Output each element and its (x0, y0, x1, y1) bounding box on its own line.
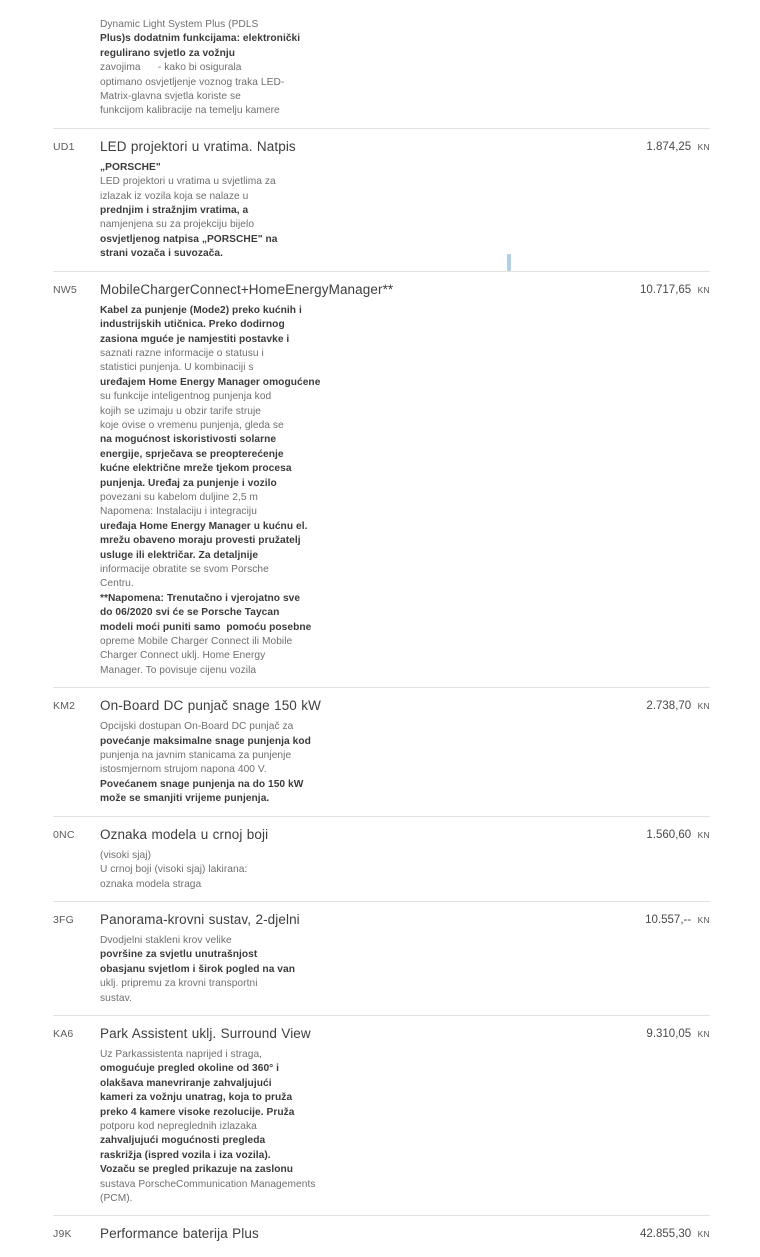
option-body-line: regulirano svjetlo za vožnju (100, 47, 235, 59)
row-grid (53, 281, 710, 679)
table-row (53, 816, 710, 901)
option-body-line: LED projektori u vratima u svjetlima za (100, 176, 276, 188)
option-body-line: izlazak iz vozila koja se nalaze u (100, 190, 249, 202)
option-body-line: istosmjernom strujom napona 400 V. (100, 764, 267, 776)
option-description-cell (100, 281, 532, 679)
price-amount: 1.560,60 (646, 828, 692, 841)
option-body-line: Dvodjelni stakleni krov velike (100, 934, 232, 946)
option-body-line: zasiona mguće je namjestiti postavke i (100, 333, 290, 345)
option-title: LED projektori u vratima. Natpis (100, 138, 296, 154)
option-price (532, 18, 710, 19)
option-body-line: osvjetljenog natpisa „PORSCHE" na (100, 233, 278, 245)
option-title: MobileChargerConnect+HomeEnergyManager** (100, 281, 394, 297)
option-code: KM2 (53, 700, 76, 713)
option-description-cell (100, 18, 532, 119)
option-body-line: informacije obratite se svom Porsche (100, 564, 269, 575)
option-body-line: saznati razne informacije o statusu i (100, 347, 264, 359)
price-currency: KN (697, 1229, 710, 1240)
option-body-line: raskrižja (ispred vozila i iza vozila). (100, 1149, 271, 1161)
option-body-line: Charger Connect uklj. Home Energy (100, 650, 266, 662)
option-description-cell (100, 697, 532, 806)
option-body-line: punjenja na javnim stanicama za punjenje (100, 750, 292, 762)
option-code: J9K (53, 1228, 72, 1241)
option-body-line: Vozaču se pregled prikazuje na zaslonu (100, 1164, 294, 1176)
option-body-line: optimano osvjetljenje voznog traka LED- (100, 76, 285, 88)
table-row (53, 0, 710, 128)
price-currency: KN (697, 141, 710, 152)
row-grid (53, 138, 710, 262)
option-code: 0NC (53, 828, 75, 841)
price-amount: 9.310,05 (646, 1027, 692, 1040)
row-grid (53, 826, 710, 892)
option-body-line: do 06/2020 svi će se Porsche Taycan (100, 607, 280, 619)
option-body-line: na mogućnost iskoristivosti solarne (100, 434, 277, 446)
options-price-table (53, 0, 710, 1257)
option-body-line: sustava PorscheCommunication Managements (100, 1178, 316, 1190)
option-price (532, 697, 710, 714)
option-price (532, 1025, 710, 1042)
option-body-line: Manager. To povisuje cijenu vozila (100, 664, 257, 676)
option-body-line: (PCM). (100, 1193, 133, 1204)
option-body-line: uređajem Home Energy Manager omogućene (100, 376, 321, 388)
option-body-line: zahvaljujući mogućnosti pregleda (100, 1135, 266, 1147)
option-body-text (100, 1048, 336, 1206)
option-description-cell (100, 1225, 532, 1248)
option-body-line: koje ovise o vremenu punjenja, gleda se (100, 419, 284, 431)
option-body-line: prednjim i stražnjim vratima, a (100, 205, 249, 217)
option-body-line: (visoki sjaj) (100, 849, 152, 861)
option-body-line: opreme Mobile Charger Connect ili Mobile (100, 636, 293, 648)
option-body-line: „PORSCHE" (100, 161, 161, 173)
table-row (53, 128, 710, 271)
price-amount: 10.557,-- (645, 913, 692, 926)
option-body-line: Plus)s dodatnim funkcijama: elektronički (100, 33, 301, 45)
table-row (53, 901, 710, 1015)
text-caret (507, 254, 511, 271)
option-body-line: energije, sprječava se preopterećenje (100, 448, 284, 460)
option-body-line: Kabel za punjenje (Mode2) preko kućnih i (100, 304, 302, 316)
option-body-line: funkcijom kalibracije na temelju kamere (100, 105, 280, 117)
option-code: UD1 (53, 140, 75, 153)
option-body-line: punjenja. Uređaj za punjenje i vozilo (100, 477, 277, 489)
option-body-line: mrežu obaveno moraju provesti pružatelj (100, 535, 301, 547)
price-amount: 1.874,25 (646, 140, 692, 153)
option-body-line: modeli moći puniti samo pomoću posebne (100, 621, 312, 633)
option-body-line: može se smanjiti vrijeme punjenja. (100, 793, 270, 805)
option-description-cell (100, 911, 532, 1006)
option-body-line: uklj. pripremu za krovni transportni (100, 978, 258, 990)
option-body-line: namjenjena su za projekciju bijelo (100, 219, 255, 231)
option-body-line: omogućuje pregled okoline od 360° i (100, 1063, 280, 1075)
option-body-line: industrijskih utičnica. Preko dodirnog (100, 319, 285, 331)
option-description-cell (100, 826, 532, 892)
option-body-line: Dynamic Light System Plus (PDLS (100, 19, 259, 30)
price-currency: KN (697, 914, 710, 925)
option-body-line: U crnoj boji (visoki sjaj) lakirana: (100, 864, 248, 876)
price-currency: KN (697, 829, 710, 840)
option-body-line: kućne električne mreže tjekom procesa (100, 463, 292, 475)
option-title: Park Assistent uklj. Surround View (100, 1025, 311, 1041)
option-body-line: oznaka modela straga (100, 878, 202, 890)
option-body-line: Povećanem snage punjenja na do 150 kW (100, 778, 304, 790)
price-amount: 2.738,70 (646, 700, 692, 713)
option-body-text (100, 849, 336, 892)
option-price (532, 138, 710, 155)
option-body-line: Uz Parkassistenta naprijed i straga, (100, 1048, 263, 1060)
option-body-line: povećanje maksimalne snage punjenja kod (100, 735, 311, 747)
option-body-line: **Napomena: Trenutačno i vjerojatno sve (100, 592, 301, 604)
option-body-line: Matrix-glavna svjetla koriste se (100, 91, 241, 103)
table-row (53, 271, 710, 688)
option-body-text (100, 18, 336, 119)
option-price (532, 826, 710, 843)
option-body-line: kojih se uzimaju u obzir tarife struje (100, 405, 262, 417)
option-body-line: preko 4 kamere visoke rezolucije. Pruža (100, 1106, 295, 1118)
option-body-line: obasjanu svjetlom i širok pogled na van (100, 963, 295, 975)
option-body-line: površine za svjetlu unutrašnjost (100, 949, 258, 961)
price-amount: 42.855,30 (640, 1228, 692, 1241)
option-body-text (100, 720, 336, 806)
option-code: NW5 (53, 283, 77, 296)
row-grid (53, 1225, 710, 1248)
row-grid (53, 911, 710, 1006)
option-body-line: kameri za vožnju unatrag, koja to pruža (100, 1092, 293, 1104)
option-body-line: sustav. (100, 992, 132, 1004)
option-body-line: olakšava manevriranje zahvaljujući (100, 1077, 272, 1089)
option-body-text (100, 161, 336, 262)
table-row (53, 687, 710, 815)
option-title: Performance baterija Plus (100, 1226, 259, 1242)
option-body-line: potporu kod nepreglednih izlazaka (100, 1120, 257, 1132)
option-code: KA6 (53, 1027, 74, 1040)
option-body-line: povezani su kabelom duljine 2,5 m (100, 491, 258, 503)
row-grid (53, 18, 710, 119)
option-body-line: zavojima - kako bi osigurala (100, 62, 242, 74)
price-currency: KN (697, 1028, 710, 1039)
price-amount: 10.717,65 (640, 283, 692, 296)
option-body-line: Centru. (100, 578, 134, 590)
option-body-text (100, 934, 336, 1006)
option-title: Panorama-krovni sustav, 2-djelni (100, 911, 300, 927)
option-description-cell (100, 1025, 532, 1206)
row-grid (53, 697, 710, 806)
option-code (53, 18, 100, 20)
table-row (53, 1215, 710, 1257)
row-grid (53, 1025, 710, 1206)
option-body-line: statistici punjenja. U kombinaciji s (100, 362, 254, 374)
option-price (532, 281, 710, 298)
option-code: 3FG (53, 913, 75, 926)
option-title: On-Board DC punjač snage 150 kW (100, 698, 321, 714)
option-description-cell (100, 138, 532, 262)
option-price (532, 1225, 710, 1242)
option-body-line: uređaja Home Energy Manager u kućnu el. (100, 520, 308, 532)
option-body-line: Opcijski dostupan On-Board DC punjač za (100, 721, 294, 733)
option-title: Oznaka modela u crnoj boji (100, 826, 269, 842)
price-currency: KN (697, 701, 710, 712)
option-body-line: Napomena: Instalaciju i integraciju (100, 506, 257, 518)
table-row (53, 1015, 710, 1215)
option-price (532, 911, 710, 928)
option-body-text (100, 304, 336, 679)
option-body-line: usluge ili električar. Za detaljnije (100, 549, 259, 561)
option-body-line: su funkcije inteligentnog punjenja kod (100, 391, 272, 403)
price-currency: KN (697, 284, 710, 295)
option-body-line: strani vozača i suvozača. (100, 248, 223, 260)
